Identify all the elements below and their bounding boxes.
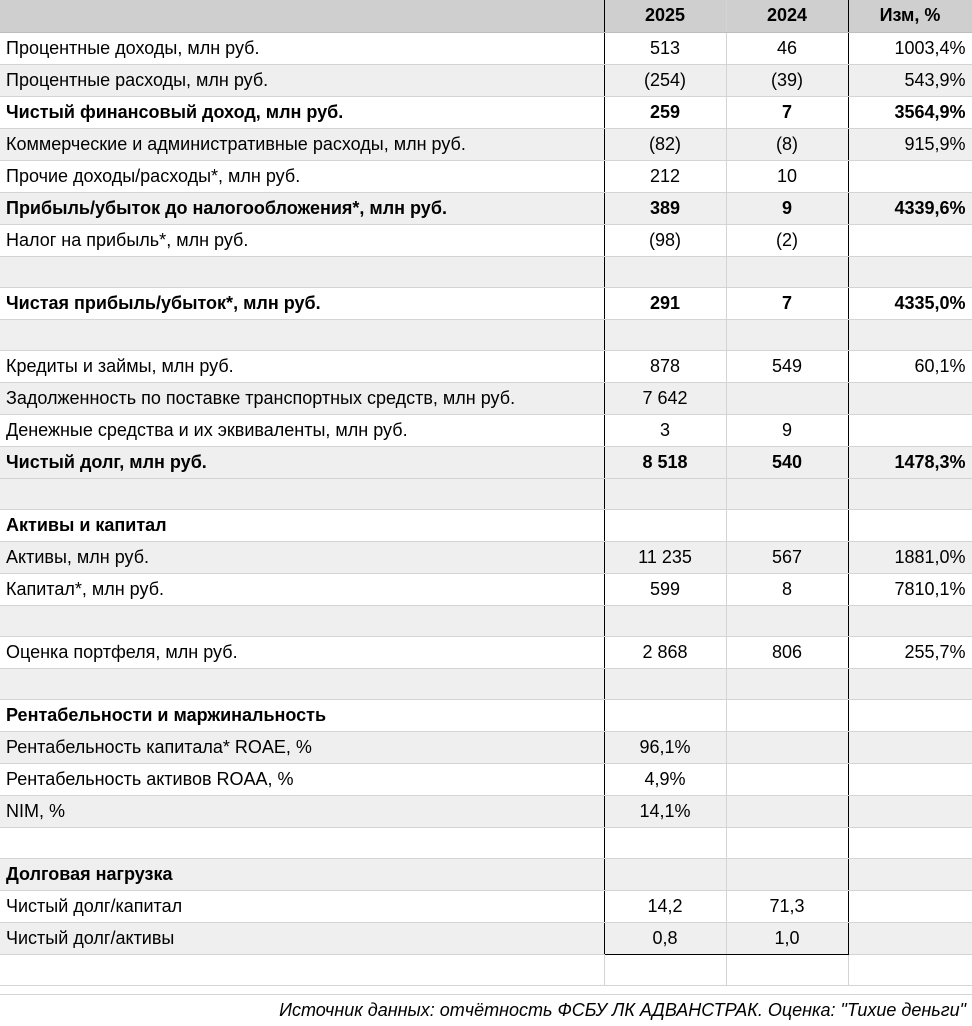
change-cell[interactable] — [848, 890, 972, 922]
table-row — [0, 350, 972, 382]
row-label-cell[interactable] — [0, 827, 604, 858]
table-row — [0, 96, 972, 128]
row-label-cell[interactable] — [0, 605, 604, 636]
change-cell[interactable] — [848, 382, 972, 414]
value-2025-cell[interactable] — [604, 699, 726, 731]
value-2025-cell[interactable]: 4,9% — [604, 763, 726, 795]
change-cell[interactable]: 1003,4% — [848, 32, 972, 64]
value-2024-cell[interactable] — [726, 319, 848, 350]
row-label-cell[interactable]: Кредиты и займы, млн руб. — [0, 350, 604, 382]
value-2025-cell[interactable]: 878 — [604, 350, 726, 382]
value-2025-cell[interactable] — [604, 509, 726, 541]
value-2025-cell[interactable]: 3 — [604, 414, 726, 446]
table-row — [0, 699, 972, 731]
change-cell[interactable] — [848, 795, 972, 827]
table-row — [0, 573, 972, 605]
change-cell[interactable]: 4335,0% — [848, 287, 972, 319]
table-row — [0, 890, 972, 922]
table-row — [0, 795, 972, 827]
row-label-cell[interactable] — [0, 954, 604, 985]
value-2024-cell[interactable]: 549 — [726, 350, 848, 382]
value-2024-cell[interactable]: (2) — [726, 224, 848, 256]
value-2024-cell[interactable]: 8 — [726, 573, 848, 605]
table-row — [0, 128, 972, 160]
value-2024-cell[interactable]: 9 — [726, 192, 848, 224]
value-2025-cell[interactable]: 7 642 — [604, 382, 726, 414]
row-label-cell[interactable]: Активы и капитал — [0, 509, 604, 541]
table-row — [0, 414, 972, 446]
change-cell[interactable] — [848, 954, 972, 985]
value-2025-cell[interactable]: 96,1% — [604, 731, 726, 763]
change-cell[interactable] — [848, 827, 972, 858]
row-label-cell[interactable]: NIM, % — [0, 795, 604, 827]
value-2025-cell[interactable]: 259 — [604, 96, 726, 128]
table-row — [0, 509, 972, 541]
change-cell[interactable] — [848, 509, 972, 541]
value-2024-cell[interactable] — [726, 605, 848, 636]
row-label-cell[interactable] — [0, 319, 604, 350]
value-2025-cell[interactable]: 2 868 — [604, 636, 726, 668]
change-cell[interactable]: 4339,6% — [848, 192, 972, 224]
row-label-cell[interactable]: Активы, млн руб. — [0, 541, 604, 573]
row-label-cell[interactable]: Чистая прибыль/убыток*, млн руб. — [0, 287, 604, 319]
value-2024-cell[interactable]: 7 — [726, 96, 848, 128]
table-row — [0, 636, 972, 668]
value-2025-cell[interactable] — [604, 954, 726, 985]
row-label-cell[interactable]: Рентабельности и маржинальность — [0, 699, 604, 731]
row-label-cell[interactable]: Денежные средства и их эквиваленты, млн руб. — [0, 414, 604, 446]
row-label-cell[interactable]: Чистый финансовый доход, млн руб. — [0, 96, 604, 128]
row-label-cell[interactable]: Рентабельность активов ROAA, % — [0, 763, 604, 795]
value-2024-cell[interactable] — [726, 699, 848, 731]
change-cell[interactable] — [848, 763, 972, 795]
row-label-cell[interactable]: Коммерческие и административные расходы, млн руб. — [0, 128, 604, 160]
value-2025-cell[interactable] — [604, 256, 726, 287]
table-row — [0, 256, 972, 287]
change-cell[interactable]: 1478,3% — [848, 446, 972, 478]
value-2024-cell[interactable] — [726, 763, 848, 795]
table-row — [0, 478, 972, 509]
table-row — [0, 858, 972, 890]
row-label-cell[interactable] — [0, 478, 604, 509]
header-label-cell[interactable] — [0, 0, 604, 32]
value-2024-cell[interactable]: (8) — [726, 128, 848, 160]
value-2024-cell[interactable]: 1,0 — [726, 922, 848, 954]
value-2025-cell[interactable] — [604, 605, 726, 636]
value-2024-cell[interactable]: 540 — [726, 446, 848, 478]
value-2025-cell[interactable]: (254) — [604, 64, 726, 96]
table-row — [0, 922, 972, 954]
row-label-cell[interactable]: Долговая нагрузка — [0, 858, 604, 890]
table-row — [0, 446, 972, 478]
table-row — [0, 160, 972, 192]
change-cell[interactable] — [848, 699, 972, 731]
row-label-cell[interactable]: Чистый долг/активы — [0, 922, 604, 954]
value-2024-cell[interactable] — [726, 382, 848, 414]
change-cell[interactable]: 3564,9% — [848, 96, 972, 128]
change-cell[interactable]: 1881,0% — [848, 541, 972, 573]
value-2024-cell[interactable]: 71,3 — [726, 890, 848, 922]
table-row — [0, 827, 972, 858]
row-label-cell[interactable]: Прочие доходы/расходы*, млн руб. — [0, 160, 604, 192]
row-label-cell[interactable]: Процентные расходы, млн руб. — [0, 64, 604, 96]
table-row — [0, 64, 972, 96]
value-2025-cell[interactable]: 513 — [604, 32, 726, 64]
change-cell[interactable] — [848, 478, 972, 509]
source-note: Источник данных: отчётность ФСБУ ЛК АДВАНСТРАК. Оценка: "Тихие деньги" — [0, 994, 972, 1026]
value-2024-cell[interactable]: 46 — [726, 32, 848, 64]
change-cell[interactable] — [848, 319, 972, 350]
value-2025-cell[interactable]: 599 — [604, 573, 726, 605]
value-2024-cell[interactable]: 7 — [726, 287, 848, 319]
value-2025-cell[interactable]: 212 — [604, 160, 726, 192]
value-2025-cell[interactable] — [604, 858, 726, 890]
change-cell[interactable]: 915,9% — [848, 128, 972, 160]
value-2025-cell[interactable]: 291 — [604, 287, 726, 319]
value-2025-cell[interactable]: 11 235 — [604, 541, 726, 573]
value-2025-cell[interactable] — [604, 668, 726, 699]
table-row — [0, 382, 972, 414]
table-row — [0, 224, 972, 256]
table-row — [0, 319, 972, 350]
header-2025[interactable]: 2025 — [604, 0, 726, 32]
value-2025-cell[interactable] — [604, 319, 726, 350]
change-cell[interactable] — [848, 256, 972, 287]
value-2024-cell[interactable] — [726, 858, 848, 890]
change-cell[interactable] — [848, 224, 972, 256]
value-2025-cell[interactable]: (98) — [604, 224, 726, 256]
header-row — [0, 0, 972, 32]
row-label-cell[interactable]: Чистый долг, млн руб. — [0, 446, 604, 478]
value-2025-cell[interactable]: 0,8 — [604, 922, 726, 954]
table-row — [0, 541, 972, 573]
value-2025-cell[interactable]: 14,1% — [604, 795, 726, 827]
value-2024-cell[interactable] — [726, 827, 848, 858]
value-2025-cell[interactable]: 14,2 — [604, 890, 726, 922]
table-row — [0, 32, 972, 64]
change-cell[interactable]: 7810,1% — [848, 573, 972, 605]
value-2025-cell[interactable] — [604, 827, 726, 858]
value-2024-cell[interactable] — [726, 731, 848, 763]
row-label-cell[interactable]: Налог на прибыль*, млн руб. — [0, 224, 604, 256]
header-change[interactable]: Изм, % — [848, 0, 972, 32]
change-cell[interactable]: 60,1% — [848, 350, 972, 382]
value-2024-cell[interactable]: (39) — [726, 64, 848, 96]
change-cell[interactable] — [848, 922, 972, 954]
value-2024-cell[interactable] — [726, 668, 848, 699]
row-label-cell[interactable] — [0, 256, 604, 287]
row-label-cell[interactable]: Прибыль/убыток до налогообложения*, млн руб. — [0, 192, 604, 224]
row-label-cell[interactable]: Рентабельность капитала* ROAE, % — [0, 731, 604, 763]
change-cell[interactable] — [848, 160, 972, 192]
value-2024-cell[interactable] — [726, 478, 848, 509]
table-row — [0, 287, 972, 319]
table-row — [0, 605, 972, 636]
table-row — [0, 731, 972, 763]
table-row — [0, 954, 972, 985]
value-2024-cell[interactable] — [726, 954, 848, 985]
change-cell[interactable] — [848, 858, 972, 890]
table-row — [0, 763, 972, 795]
value-2025-cell[interactable]: 8 518 — [604, 446, 726, 478]
value-2024-cell[interactable]: 10 — [726, 160, 848, 192]
header-2024[interactable]: 2024 — [726, 0, 848, 32]
table-row — [0, 668, 972, 699]
row-label-cell[interactable]: Оценка портфеля, млн руб. — [0, 636, 604, 668]
value-2024-cell[interactable]: 9 — [726, 414, 848, 446]
value-2024-cell[interactable]: 567 — [726, 541, 848, 573]
row-label-cell[interactable]: Капитал*, млн руб. — [0, 573, 604, 605]
change-cell[interactable] — [848, 668, 972, 699]
row-label-cell[interactable]: Процентные доходы, млн руб. — [0, 32, 604, 64]
value-2024-cell[interactable] — [726, 256, 848, 287]
row-label-cell[interactable]: Задолженность по поставке транспортных средств, млн руб. — [0, 382, 604, 414]
change-cell[interactable]: 543,9% — [848, 64, 972, 96]
change-cell[interactable] — [848, 605, 972, 636]
row-label-cell[interactable] — [0, 668, 604, 699]
row-label-cell[interactable]: Чистый долг/капитал — [0, 890, 604, 922]
value-2025-cell[interactable]: (82) — [604, 128, 726, 160]
change-cell[interactable]: 255,7% — [848, 636, 972, 668]
value-2024-cell[interactable]: 806 — [726, 636, 848, 668]
value-2024-cell[interactable] — [726, 509, 848, 541]
value-2024-cell[interactable] — [726, 795, 848, 827]
table-row — [0, 192, 972, 224]
change-cell[interactable] — [848, 414, 972, 446]
value-2025-cell[interactable]: 389 — [604, 192, 726, 224]
change-cell[interactable] — [848, 731, 972, 763]
value-2025-cell[interactable] — [604, 478, 726, 509]
